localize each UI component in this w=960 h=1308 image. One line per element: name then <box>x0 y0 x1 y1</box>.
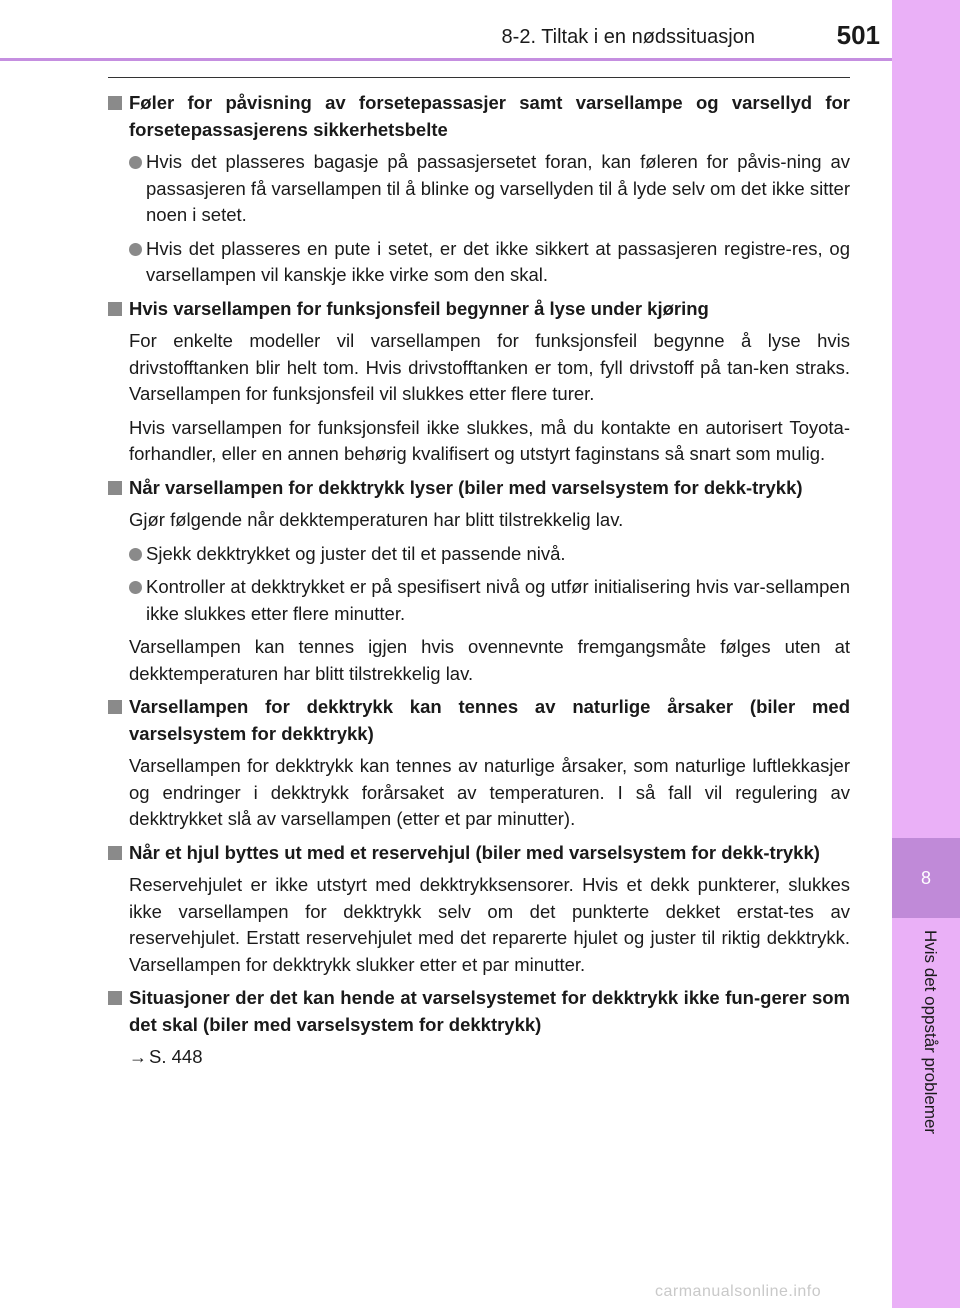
paragraph: Varsellampen for dekktrykk kan tennes av naturlige årsaker, som naturlige luftlekkasjer og endringer i dekktrykk forårsaket av temperaturen. I så fall vil regulering av dekktrykket slå av varsellampen (etter et par minutter). <box>129 755 850 829</box>
square-bullet-icon <box>108 302 122 316</box>
heading-text: Føler for påvisning av forsetepassasjer samt varsellampe og varsellyd for forsetepassasjerens sikkerhetsbelte <box>129 92 850 140</box>
round-bullet-icon <box>129 581 142 594</box>
section-heading <box>108 985 850 1038</box>
paragraph: Varsellampen kan tennes igjen hvis ovennevnte fremgangsmåte følges uten at dekktemperaturen har blitt tilstrekkelig lav. <box>129 636 850 684</box>
header-divider <box>0 58 892 61</box>
section-title: 8-2. Tiltak i en nødssituasjon <box>501 26 755 48</box>
content-divider <box>108 77 850 78</box>
section-heading <box>108 90 850 143</box>
section-heading <box>108 840 850 867</box>
square-bullet-icon <box>108 481 122 495</box>
heading-text: Situasjoner der det kan hende at varselsystemet for dekktrykk ikke fun-gerer som det skal (biler med varselsystem for dekktrykk) <box>129 987 850 1035</box>
heading-text: Varsellampen for dekktrykk kan tennes av naturlige årsaker (biler med varselsystem for dekktrykk) <box>129 696 850 744</box>
list-item <box>108 574 850 627</box>
paragraph: Gjør følgende når dekktemperaturen har blitt tilstrekkelig lav. <box>129 509 624 530</box>
heading-text: Hvis varsellampen for funksjonsfeil begynner å lyse under kjøring <box>129 297 709 319</box>
chapter-tab[interactable] <box>892 838 960 918</box>
page-header <box>0 0 890 58</box>
page-number: 501 <box>836 20 880 50</box>
round-bullet-icon <box>129 243 142 256</box>
square-bullet-icon <box>108 96 122 110</box>
square-bullet-icon <box>108 700 122 714</box>
heading-text: Når et hjul byttes ut med et reservehjul (biler med varselsystem for dekk-trykk) <box>129 841 820 863</box>
section-heading <box>108 296 850 323</box>
paragraph: Reservehjulet er ikke utstyrt med dekktrykksensorer. Hvis et dekk punkterer, slukkes ikke varsellampen for dekktrykk selv om det punkterte dekket erstat-tes av reservehjulet. Erstatt reservehjulet med det reparerte hjulet og juster til riktig dekktrykk. Varsellampen for dekktrykk slukker etter et par minutter. <box>129 874 850 975</box>
paragraph: For enkelte modeller vil varsellampen for funksjonsfeil begynne å lyse hvis drivstofftanken blir helt tom. Hvis drivstofftanken er tom, fyll drivstoff på tan-ken straks. Varsellampen for funksjonsfeil vil slukkes etter flere turer. <box>129 330 850 404</box>
section-heading <box>108 475 850 502</box>
list-item-text: Sjekk dekktrykket og juster det til et passende nivå. <box>146 542 566 564</box>
round-bullet-icon <box>129 156 142 169</box>
page-reference-text: S. 448 <box>149 1046 203 1067</box>
paragraph: Hvis varsellampen for funksjonsfeil ikke slukkes, må du kontakte en autorisert Toyota-forhandler, eller en annen behørig kvalifisert og utstyrt faginstans så snart som mulig. <box>129 416 850 464</box>
list-item <box>108 149 850 229</box>
arrow-right-icon: → <box>129 1047 147 1067</box>
list-item-text: Hvis det plasseres bagasje på passasjersetet foran, kan føleren for påvis-ning av passasjeren få varsellampen til å blinke og varsellyden til å lyde selv om det ikke sitter noen i setet. <box>146 151 850 225</box>
page-content <box>108 90 850 1071</box>
list-item-text: Kontroller at dekktrykket er på spesifisert nivå og utfør initialisering hvis var-sellampen ikke slukkes etter flere minutter. <box>146 576 850 624</box>
chapter-number: 8 <box>920 867 931 888</box>
list-item <box>108 236 850 289</box>
list-item-text: Hvis det plasseres en pute i setet, er det ikke sikkert at passasjeren registre-res, og varsellampen vil kanskje ikke virke som den skal. <box>146 237 850 285</box>
section-heading <box>108 694 850 747</box>
chapter-title: Hvis det oppstår problemer <box>921 930 940 1135</box>
list-item <box>108 541 850 568</box>
square-bullet-icon <box>108 846 122 860</box>
square-bullet-icon <box>108 991 122 1005</box>
round-bullet-icon <box>129 548 142 561</box>
page-reference[interactable] <box>108 1044 850 1071</box>
watermark: carmanualsonline.info <box>655 1283 822 1300</box>
heading-text: Når varsellampen for dekktrykk lyser (biler med varselsystem for dekk-trykk) <box>129 476 803 498</box>
